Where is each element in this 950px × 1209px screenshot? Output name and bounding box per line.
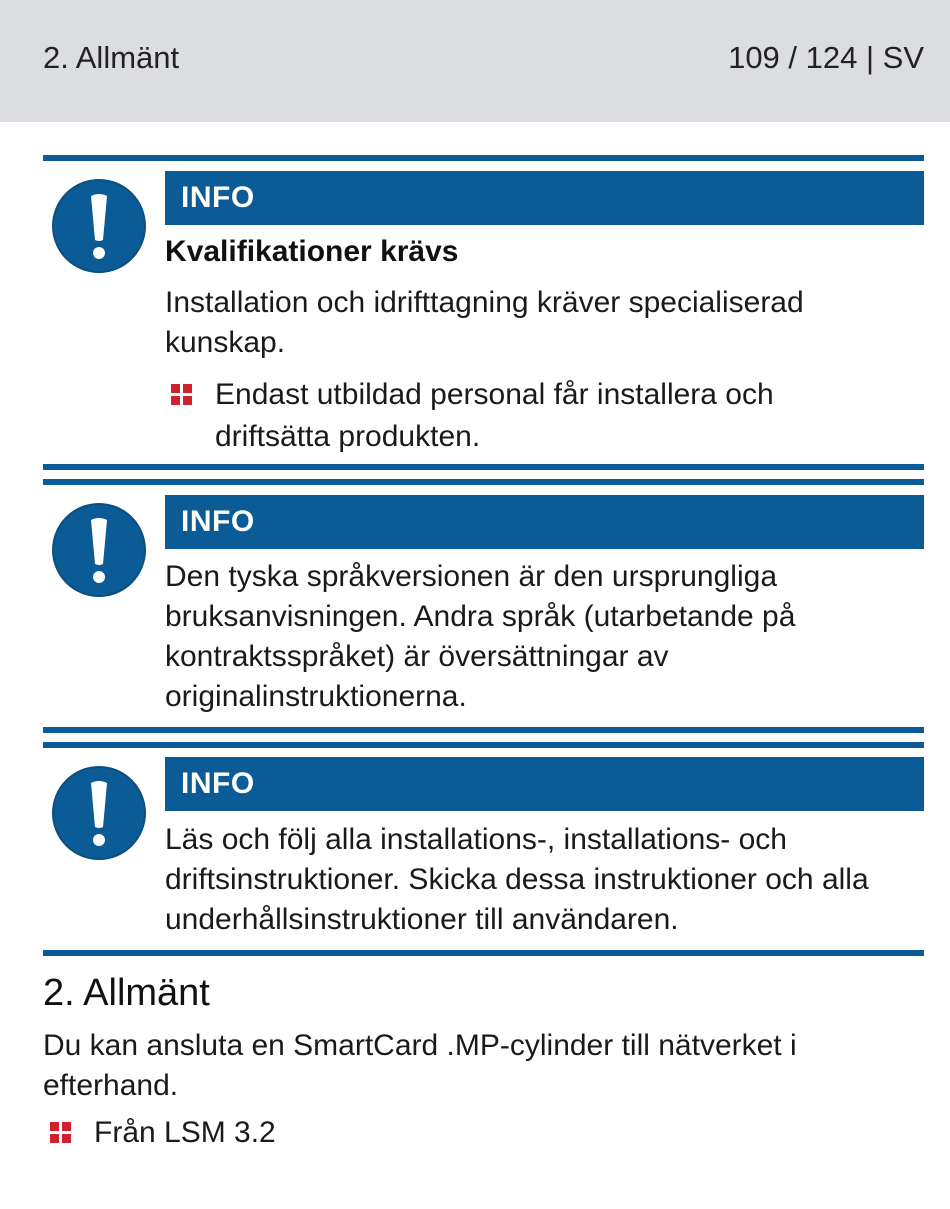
notice-bottom-rule [43, 464, 924, 470]
header-section-title: 2. Allmänt [43, 40, 180, 75]
notice-title: Kvalifikationer krävs [165, 235, 459, 268]
list-item-text: Från LSM 3.2 [94, 1116, 276, 1149]
notice-bottom-rule [43, 950, 924, 956]
exclamation-icon [51, 178, 147, 274]
notice-text: Installation och idrifttagning kräver specialiserad kunskap. [165, 286, 804, 359]
notice-text: Läs och följ alla installations-, installations- och driftsinstruktioner. Skicka dessa instruktioner och alla underhållsinstruktioner till användaren. [165, 823, 869, 936]
exclamation-icon [51, 502, 147, 598]
notice-label: INFO [165, 757, 924, 811]
header-page-number: 109 / 124 | SV [728, 40, 924, 75]
page-header [0, 0, 950, 122]
notice-label: INFO [165, 495, 924, 549]
notice-text: Den tyska språkversionen är den ursprungliga bruksanvisningen. Andra språk (utarbetande på kontraktsspråket) är översättningar av originalinstruktionerna. [165, 560, 796, 713]
notice-top-rule [43, 155, 924, 161]
section-text: Du kan ansluta en SmartCard .MP-cylinder till nätverket i efterhand. [43, 1029, 797, 1102]
notice-top-rule [43, 479, 924, 485]
bullet-icon [171, 384, 193, 406]
exclamation-icon [51, 765, 147, 861]
bullet-icon [50, 1122, 72, 1144]
notice-bottom-rule [43, 727, 924, 733]
notice-label: INFO [165, 171, 924, 225]
section-heading: 2. Allmänt [43, 972, 210, 1014]
list-item-text: Endast utbildad personal får installera och driftsätta produkten. [215, 378, 774, 453]
notice-top-rule [43, 742, 924, 748]
